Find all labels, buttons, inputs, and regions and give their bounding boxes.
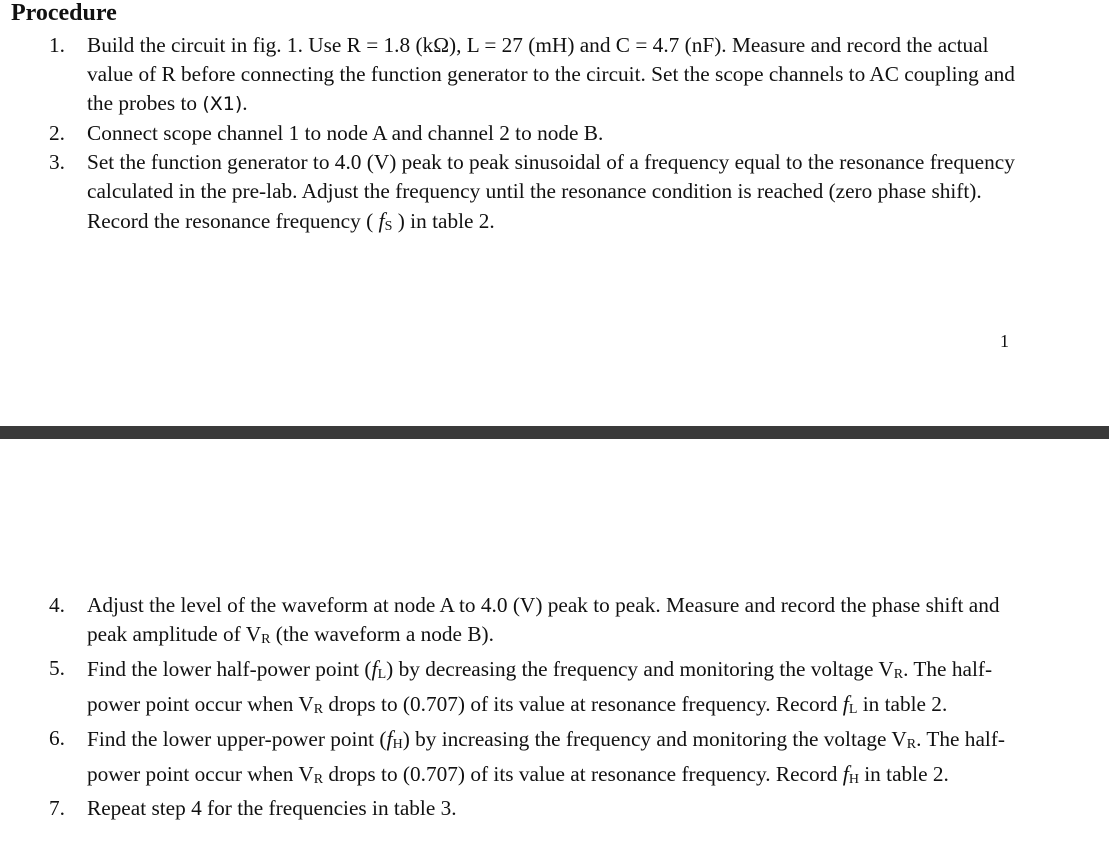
step-text: in table 2. <box>857 692 948 716</box>
step-number: 2. <box>49 121 65 145</box>
procedure-step-4 <box>0 591 1027 654</box>
voltage-subscript: R <box>313 702 324 717</box>
procedure-steps-list <box>0 31 1109 241</box>
step-text: . The half-power point occur when V <box>87 657 993 716</box>
procedure-step-3 <box>0 148 1027 241</box>
step-number: 1. <box>49 33 65 57</box>
frequency-symbol: f <box>842 761 849 786</box>
procedure-step-1 <box>0 31 1027 119</box>
step-text: Set the function generator to 4.0 (V) peak to peak sinusoidal of a frequency equal to the resonance frequency calculated in the pre-lab. Adjust the frequency until the resonance condition is reached (zero phase shift). Record the resonance frequency ( <box>87 150 1015 233</box>
step-number: 6. <box>49 726 65 750</box>
voltage-subscript: R <box>906 737 917 752</box>
frequency-symbol: f <box>842 691 849 716</box>
step-text: Find the lower half-power point ( <box>87 657 372 681</box>
frequency-symbol: f <box>371 656 378 681</box>
procedure-step-7 <box>0 794 1027 823</box>
procedure-step-2 <box>0 119 1027 148</box>
page-number: 1 <box>1000 331 1009 351</box>
frequency-subscript: H <box>848 772 859 787</box>
step-text: Find the lower upper-power point ( <box>87 727 387 751</box>
voltage-subscript: R <box>313 772 324 787</box>
step-text: (the waveform a node B). <box>270 622 494 646</box>
step-text: . <box>242 91 248 115</box>
step-text-probe-setting: (X1) <box>202 93 243 115</box>
step-text: Connect scope channel 1 to node A and channel 2 to node B. <box>87 121 604 145</box>
section-heading: Procedure <box>11 0 117 26</box>
step-text: Build the circuit in fig. 1. Use R = 1.8 (kΩ), L = 27 (mH) and C = 4.7 (nF). Measure and record the actual value of R before connecting the function generator to the circuit. Set the scope channels to AC coupling and the probes to <box>87 33 1015 115</box>
step-number: 3. <box>49 150 65 174</box>
frequency-subscript: S <box>384 219 393 234</box>
document-page-1 <box>0 0 1109 426</box>
step-text: ) in table 2. <box>397 209 495 233</box>
frequency-symbol: f <box>386 726 393 751</box>
step-number: 5. <box>49 656 65 680</box>
step-text: ) by increasing the frequency and monitoring the voltage V <box>402 727 907 751</box>
frequency-subscript: H <box>392 737 403 752</box>
voltage-subscript: R <box>893 667 904 682</box>
step-text: Repeat step 4 for the frequencies in table 3. <box>87 796 457 820</box>
frequency-subscript: L <box>848 702 858 717</box>
step-text: in table 2. <box>858 762 949 786</box>
step-text: . The half-power point occur when V <box>87 727 1006 786</box>
procedure-steps-list-continued <box>0 591 1109 823</box>
frequency-symbol: f <box>378 208 385 233</box>
procedure-step-6 <box>0 724 1027 794</box>
page-separator <box>0 426 1109 439</box>
step-number: 7. <box>49 796 65 820</box>
step-number: 4. <box>49 593 65 617</box>
step-text: Adjust the level of the waveform at node A to 4.0 (V) peak to peak. Measure and record the phase shift and peak amplitude of V <box>87 593 1000 646</box>
frequency-subscript: L <box>377 667 387 682</box>
step-text: drops to (0.707) of its value at resonance frequency. Record <box>323 692 843 716</box>
voltage-subscript: R <box>261 632 271 647</box>
step-text: ) by decreasing the frequency and monitoring the voltage V <box>386 657 894 681</box>
procedure-step-5 <box>0 654 1027 724</box>
step-text: drops to (0.707) of its value at resonance frequency. Record <box>323 762 843 786</box>
